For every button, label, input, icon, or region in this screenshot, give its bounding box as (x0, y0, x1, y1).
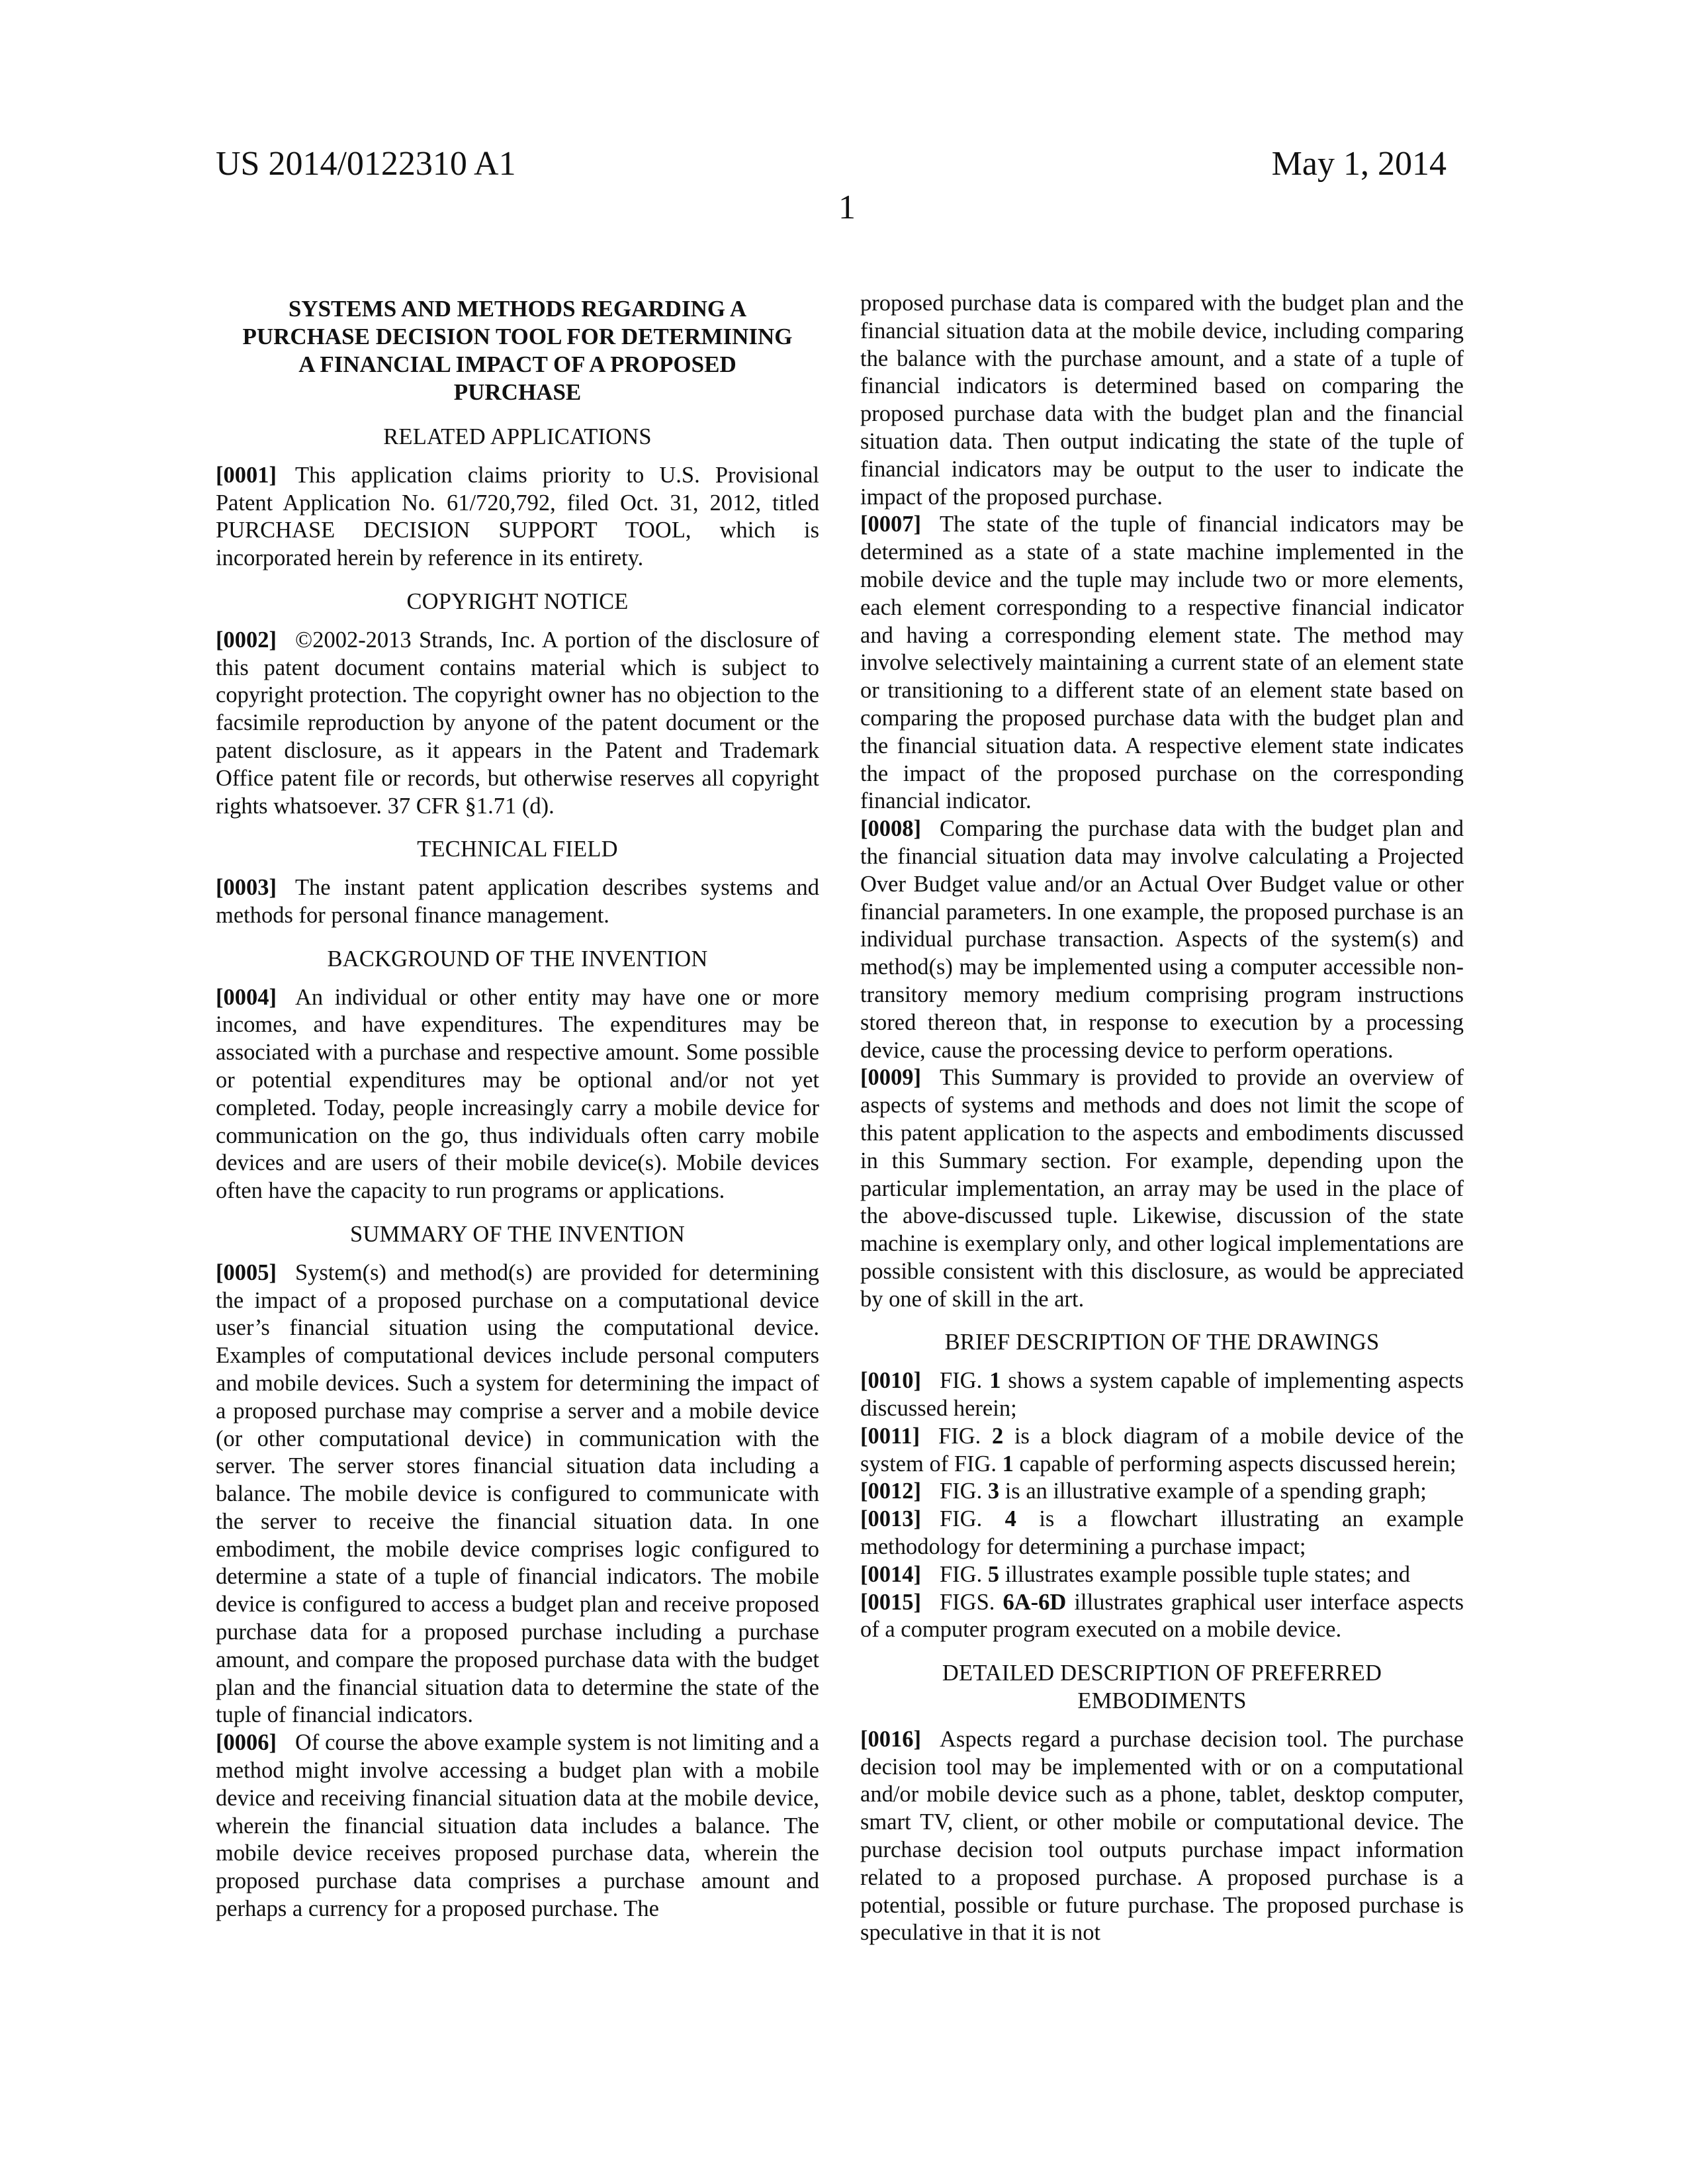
paragraph-text: System(s) and method(s) are provided for determining the impact of a proposed purchase on a computational device user’s financial situation using the computational device. Examples of computational devices include personal computers and mobile devices. Such a system for determining the impact of a proposed purchase may comprise a server and a mobile device (or other computational device) in communication with the server. The server stores financial situation data including a balance. The mobile device is configured to communicate with the server to receive the financial situation data. In one embodiment, the mobile device comprises logic configured to determine a state of a tuple of financial indicators. The mobile device is configured to access a budget plan and receive proposed purchase data for a proposed purchase including a purchase amount, and compare the proposed purchase data with the budget plan and the financial situation data to determine the state of the tuple of financial indicators. (216, 1259, 819, 1728)
paragraph-number: [0010] (860, 1368, 921, 1394)
heading-background: BACKGROUND OF THE INVENTION (327, 946, 708, 972)
paragraph-text: shows a system capable of implementing aspects discussed herein; (860, 1368, 1464, 1422)
paragraph-number: [0014] (860, 1561, 921, 1587)
paragraph-0013 (860, 1506, 1464, 1561)
figure-number: 1 (989, 1368, 1001, 1394)
paragraph-0006-continued: proposed purchase data is compared with the budget plan and the financial situation data at the mobile device, including comparing the balance with the purchase amount, and a state of a tuple of financial indicators is determined based on comparing the proposed purchase data with the budget plan and the financial situation data. Then output indicating the state of the tuple of financial indicators may be output to the user to indicate the impact of the proposed purchase. (860, 291, 1464, 510)
paragraph-0016 (860, 1726, 1464, 1947)
figure-number: 5 (987, 1561, 1000, 1587)
paragraph-0014 (860, 1561, 1464, 1589)
paragraph-text: is a flowchart illustrating an example methodology for determining a purchase impact; (860, 1506, 1464, 1560)
paragraph-text: FIG. (938, 1423, 992, 1449)
paragraph-0007 (860, 511, 1464, 815)
right-column (860, 290, 1464, 1947)
paragraph-number: [0008] (860, 816, 921, 842)
paragraph-text: FIG. (939, 1479, 988, 1504)
paragraph-number: [0001] (216, 462, 277, 488)
paragraph-text: illustrates example possible tuple states; and (999, 1561, 1410, 1587)
heading-related-applications: RELATED APPLICATIONS (383, 424, 652, 449)
paragraph-text: is an illustrative example of a spending graph; (999, 1479, 1427, 1504)
paragraph-text: The instant patent application describes systems and methods for personal finance management. (216, 875, 819, 928)
paragraph-text: FIGS. (939, 1589, 1003, 1615)
figure-number: 6A-6D (1003, 1589, 1067, 1615)
paragraph-number: [0013] (860, 1506, 921, 1532)
figure-number: 1 (1002, 1451, 1014, 1477)
paragraph-text: FIG. (939, 1506, 1005, 1532)
paragraph-number: [0007] (860, 512, 921, 537)
paragraph-number: [0009] (860, 1065, 921, 1091)
paragraph-number: [0016] (860, 1726, 921, 1752)
paragraph-text: Aspects regard a purchase decision tool. The purchase decision tool may be implemented with or on a computational and/or mobile device such as a phone, tablet, desktop computer, smart TV, client, or other mobile or computational device. The purchase decision tool outputs purchase impact information related to a proposed purchase. A proposed purchase is a potential, possible or future purchase. The proposed purchase is speculative in that it is not (860, 1726, 1464, 1946)
heading-technical-field: TECHNICAL FIELD (417, 837, 618, 862)
paragraph-number: [0004] (216, 984, 277, 1010)
paragraph-0002 (216, 627, 819, 821)
paragraph-text: capable of performing aspects discussed herein; (1013, 1451, 1456, 1477)
paragraph-0010 (860, 1367, 1464, 1423)
paragraph-number: [0006] (216, 1730, 277, 1756)
paragraph-number: [0015] (860, 1589, 921, 1615)
paragraph-text: This Summary is provided to provide an overview of aspects of systems and methods and does not limit the scope of this patent application to the aspects and embodiments discussed in this Summary section. For example, depending upon the particular implementation, an array may be used in the place of the above-discussed tuple. Likewise, discussion of the state machine is exemplary only, and other logical implementations are possible consistent with this disclosure, as would be appreciated by one of skill in the art. (860, 1065, 1464, 1312)
paragraph-0003 (216, 874, 819, 930)
page-number: 1 (838, 189, 856, 226)
paragraph-number: [0005] (216, 1259, 277, 1285)
paragraph-0008 (860, 815, 1464, 1064)
paragraph-text: This application claims priority to U.S. Provisional Patent Application No. 61/720,792, filed Oct. 31, 2012, titled PURCHASE DECISION SUPPORT TOOL, which is incorporated herein by reference in its entirety. (216, 462, 819, 571)
paragraph-text: is a block diagram of a mobile device of the system of FIG. (860, 1423, 1464, 1477)
paragraph-text: ©2002-2013 Strands, Inc. A portion of the disclosure of this patent document contains material which is subject to copyright protection. The copyright owner has no objection to the facsimile reproduction by anyone of the patent document or the patent disclosure, as it appears in the Patent and Trademark Office patent file or records, but otherwise reserves all copyright rights whatsoever. 37 CFR §1.71 (d). (216, 627, 819, 819)
paragraph-text: Comparing the purchase data with the budget plan and the financial situation data may involve calculating a Projected Over Budget value and/or an Actual Over Budget value or other financial parameters. In one example, the proposed purchase is an individual purchase transaction. Aspects of the system(s) and method(s) may be implemented using a computer accessible non-transitory memory medium comprising program instructions stored thereon that, in response to execution by a processing device, cause the processing device to perform operations. (860, 816, 1464, 1063)
paragraph-0001 (216, 462, 819, 572)
paragraph-0009 (860, 1064, 1464, 1313)
figure-number: 2 (992, 1423, 1004, 1449)
paragraph-text: illustrates graphical user interface aspects of a computer program executed on a mobile device. (860, 1589, 1464, 1643)
figure-number: 4 (1004, 1506, 1016, 1532)
heading-copyright-notice: COPYRIGHT NOTICE (406, 588, 629, 614)
paragraph-text: Of course the above example system is not limiting and a method might involve accessing a budget plan with a mobile device and receiving financial situation data at the mobile device, wherein the financial situation data includes a balance. The mobile device receives proposed purchase data, wherein the proposed purchase data comprises a purchase amount and perhaps a currency for a proposed purchase. The (216, 1730, 819, 1922)
left-column (216, 290, 819, 1923)
paragraph-text: An individual or other entity may have one or more incomes, and have expenditures. The expenditures may be associated with a purchase and respective amount. Some possible or potential expenditures may be optional and/or not yet completed. Today, people increasingly carry a mobile device for communication on the go, thus individuals often carry mobile devices and are users of their mobile device(s). Mobile devices often have the capacity to run programs or applications. (216, 984, 819, 1204)
heading-detailed-description: DETAILED DESCRIPTION OF PREFERRED EMBODIMENTS (942, 1661, 1382, 1714)
paragraph-number: [0002] (216, 627, 277, 653)
paragraph-0015 (860, 1589, 1464, 1645)
paragraph-text: FIG. (939, 1368, 990, 1394)
paragraph-0011 (860, 1423, 1464, 1479)
heading-summary: SUMMARY OF THE INVENTION (349, 1221, 686, 1247)
paragraph-0006 (216, 1729, 819, 1923)
paragraph-0005 (216, 1259, 819, 1730)
paragraph-0012 (860, 1478, 1464, 1506)
paragraph-number: [0011] (860, 1423, 920, 1449)
paragraph-0004 (216, 984, 819, 1205)
paragraph-number: [0012] (860, 1479, 921, 1504)
paragraph-number: [0003] (216, 875, 277, 901)
figure-number: 3 (987, 1479, 1000, 1504)
publication-date: May 1, 2014 (1271, 145, 1447, 183)
paragraph-text: FIG. (939, 1561, 988, 1587)
paragraph-text: The state of the tuple of financial indicators may be determined as a state of a state machine implemented in the mobile device and the tuple may include two or more elements, each element corresponding to a respective financial indicator and having a corresponding element state. The method may involve selectively maintaining a current state of an element state or transitioning to a different state of an element state based on comparing the proposed purchase data with the budget plan and the financial situation data. A respective element state indicates the impact of the proposed purchase on the corresponding financial indicator. (860, 512, 1464, 814)
heading-brief-description-drawings: BRIEF DESCRIPTION OF THE DRAWINGS (944, 1330, 1380, 1355)
publication-number: US 2014/0122310 A1 (216, 145, 516, 183)
document-title: SYSTEMS AND METHODS REGARDING A PURCHASE DECISION TOOL FOR DETERMINING A FINANCIAL IMPACT OF A PROPOSED PURCHASE (242, 296, 793, 405)
